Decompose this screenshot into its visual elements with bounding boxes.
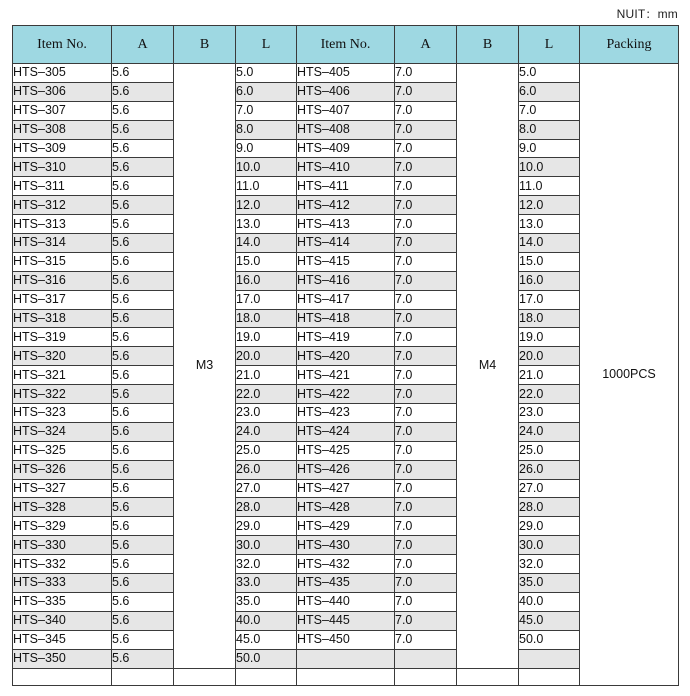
item-no-cell: HTS–429 [297,517,395,536]
item-no-cell: HTS–310 [13,158,112,177]
l-value-cell: 10.0 [236,158,297,177]
item-no-cell: HTS–416 [297,271,395,290]
header-l-2: L [519,26,580,64]
item-no-cell [297,649,395,668]
l-value-cell: 20.0 [519,347,580,366]
table-row [13,196,679,215]
a-value-cell: 7.0 [395,158,457,177]
l-value-cell: 6.0 [236,82,297,101]
table-row [13,366,679,385]
item-no-cell: HTS–330 [13,536,112,555]
packing-value: 1000PCS [580,64,679,686]
a-value-cell: 7.0 [395,82,457,101]
item-no-cell: HTS–321 [13,366,112,385]
table-row [13,271,679,290]
l-value-cell: 15.0 [519,252,580,271]
a-value-cell: 5.6 [112,215,174,234]
a-value-cell: 7.0 [395,196,457,215]
item-no-cell: HTS–313 [13,215,112,234]
a-value-cell: 5.6 [112,611,174,630]
l-value-cell: 14.0 [519,234,580,253]
a-value-cell: 7.0 [395,611,457,630]
b-value-left: M3 [174,64,236,669]
table-row [13,215,679,234]
header-b-2: B [457,26,519,64]
table-row [13,82,679,101]
item-no-cell: HTS–419 [297,328,395,347]
table-row [13,517,679,536]
a-value-cell: 7.0 [395,101,457,120]
header-item-no-1: Item No. [13,26,112,64]
header-l-1: L [236,26,297,64]
item-no-cell: HTS–315 [13,252,112,271]
a-value-cell: 7.0 [395,630,457,649]
a-value-cell: 7.0 [395,177,457,196]
item-no-cell: HTS–328 [13,498,112,517]
a-value-cell: 5.6 [112,555,174,574]
a-value-cell: 5.6 [112,422,174,441]
item-no-cell: HTS–414 [297,234,395,253]
a-value-cell: 7.0 [395,592,457,611]
a-value-cell: 5.6 [112,328,174,347]
b-value-right: M4 [457,64,519,669]
table-row [13,592,679,611]
a-value-cell: 5.6 [112,177,174,196]
l-value-cell [236,668,297,685]
table-row [13,101,679,120]
table-row [13,328,679,347]
a-value-cell: 5.6 [112,196,174,215]
a-value-cell: 5.6 [112,309,174,328]
item-no-cell: HTS–411 [297,177,395,196]
a-value-cell: 5.6 [112,158,174,177]
l-value-cell: 35.0 [519,574,580,593]
header-packing: Packing [580,26,679,64]
l-value-cell: 8.0 [236,120,297,139]
table-row [13,441,679,460]
item-no-cell: HTS–415 [297,252,395,271]
item-no-cell: HTS–440 [297,592,395,611]
item-no-cell: HTS–430 [297,536,395,555]
a-value-cell: 7.0 [395,139,457,158]
a-value-cell: 7.0 [395,498,457,517]
table-row [13,385,679,404]
table-row [13,290,679,309]
a-value-cell: 7.0 [395,366,457,385]
l-value-cell: 28.0 [519,498,580,517]
l-value-cell: 29.0 [236,517,297,536]
l-value-cell: 8.0 [519,120,580,139]
item-no-cell: HTS–408 [297,120,395,139]
a-value-cell: 5.6 [112,404,174,423]
l-value-cell: 19.0 [236,328,297,347]
a-value-cell: 7.0 [395,422,457,441]
item-no-cell: HTS–412 [297,196,395,215]
item-no-cell: HTS–319 [13,328,112,347]
l-value-cell: 25.0 [236,441,297,460]
item-no-cell: HTS–306 [13,82,112,101]
item-no-cell: HTS–320 [13,347,112,366]
item-no-cell: HTS–326 [13,460,112,479]
table-row [13,536,679,555]
a-value-cell: 7.0 [395,479,457,498]
l-value-cell: 23.0 [236,404,297,423]
l-value-cell: 15.0 [236,252,297,271]
item-no-cell [297,668,395,685]
a-value-cell: 7.0 [395,404,457,423]
l-value-cell: 22.0 [236,385,297,404]
item-no-cell: HTS–427 [297,479,395,498]
spec-table [12,25,679,686]
l-value-cell: 27.0 [236,479,297,498]
item-no-cell: HTS–323 [13,404,112,423]
table-row [13,460,679,479]
item-no-cell: HTS–432 [297,555,395,574]
table-row [13,404,679,423]
item-no-cell: HTS–311 [13,177,112,196]
a-value-cell: 7.0 [395,234,457,253]
table-row [13,234,679,253]
a-value-cell: 5.6 [112,271,174,290]
l-value-cell: 45.0 [236,630,297,649]
l-value-cell: 21.0 [519,366,580,385]
item-no-cell: HTS–333 [13,574,112,593]
l-value-cell: 16.0 [519,271,580,290]
item-no-cell: HTS–435 [297,574,395,593]
item-no-cell: HTS–413 [297,215,395,234]
l-value-cell: 50.0 [519,630,580,649]
l-value-cell: 23.0 [519,404,580,423]
l-value-cell: 9.0 [236,139,297,158]
item-no-cell: HTS–345 [13,630,112,649]
a-value-cell: 5.6 [112,366,174,385]
table-row [13,422,679,441]
item-no-cell: HTS–428 [297,498,395,517]
l-value-cell: 30.0 [519,536,580,555]
a-value-cell: 7.0 [395,441,457,460]
l-value-cell: 16.0 [236,271,297,290]
item-no-cell: HTS–424 [297,422,395,441]
a-value-cell: 5.6 [112,101,174,120]
l-value-cell [519,668,580,685]
item-no-cell: HTS–406 [297,82,395,101]
item-no-cell: HTS–420 [297,347,395,366]
l-value-cell: 17.0 [519,290,580,309]
header-a-1: A [112,26,174,64]
a-value-cell: 7.0 [395,271,457,290]
table-row [13,498,679,517]
a-value-cell: 7.0 [395,574,457,593]
l-value-cell: 32.0 [519,555,580,574]
item-no-cell: HTS–422 [297,385,395,404]
table-row [13,139,679,158]
item-no-cell: HTS–418 [297,309,395,328]
l-value-cell: 20.0 [236,347,297,366]
item-no-cell: HTS–324 [13,422,112,441]
a-value-cell: 7.0 [395,517,457,536]
l-value-cell: 12.0 [236,196,297,215]
item-no-cell: HTS–425 [297,441,395,460]
a-value-cell [395,649,457,668]
l-value-cell: 35.0 [236,592,297,611]
a-value-cell: 7.0 [395,215,457,234]
item-no-cell: HTS–309 [13,139,112,158]
a-value-cell: 5.6 [112,517,174,536]
l-value-cell: 14.0 [236,234,297,253]
a-value-cell: 7.0 [395,385,457,404]
table-row [13,177,679,196]
item-no-cell: HTS–405 [297,64,395,83]
item-no-cell: HTS–305 [13,64,112,83]
l-value-cell: 11.0 [236,177,297,196]
l-value-cell: 7.0 [519,101,580,120]
unit-label: NUIT：mm [616,7,678,21]
a-value-cell: 7.0 [395,347,457,366]
a-value-cell: 5.6 [112,234,174,253]
l-value-cell: 24.0 [236,422,297,441]
item-no-cell: HTS–410 [297,158,395,177]
l-value-cell: 17.0 [236,290,297,309]
item-no-cell: HTS–314 [13,234,112,253]
header-row [13,26,679,64]
a-value-cell: 7.0 [395,309,457,328]
l-value-cell: 5.0 [236,64,297,83]
l-value-cell: 27.0 [519,479,580,498]
l-value-cell: 28.0 [236,498,297,517]
a-value-cell: 5.6 [112,139,174,158]
a-value-cell: 5.6 [112,441,174,460]
l-value-cell: 12.0 [519,196,580,215]
a-value-cell: 7.0 [395,536,457,555]
table-row [13,158,679,177]
l-value-cell: 26.0 [519,460,580,479]
l-value-cell: 24.0 [519,422,580,441]
a-value-cell: 5.6 [112,592,174,611]
a-value-cell: 7.0 [395,555,457,574]
item-no-cell: HTS–421 [297,366,395,385]
item-no-cell: HTS–426 [297,460,395,479]
table-row [13,64,679,83]
header-b-1: B [174,26,236,64]
item-no-cell: HTS–308 [13,120,112,139]
a-value-cell: 7.0 [395,290,457,309]
a-value-cell: 7.0 [395,64,457,83]
table-row [13,309,679,328]
b-empty-cell [457,668,519,685]
item-no-cell: HTS–332 [13,555,112,574]
l-value-cell: 5.0 [519,64,580,83]
l-value-cell: 18.0 [519,309,580,328]
l-value-cell: 22.0 [519,385,580,404]
table-row [13,611,679,630]
l-value-cell: 9.0 [519,139,580,158]
l-value-cell: 33.0 [236,574,297,593]
item-no-cell: HTS–335 [13,592,112,611]
l-value-cell: 19.0 [519,328,580,347]
l-value-cell: 11.0 [519,177,580,196]
header-a-2: A [395,26,457,64]
item-no-cell [13,668,112,685]
a-value-cell: 5.6 [112,479,174,498]
l-value-cell: 21.0 [236,366,297,385]
item-no-cell: HTS–318 [13,309,112,328]
a-value-cell: 5.6 [112,64,174,83]
a-value-cell: 5.6 [112,290,174,309]
a-value-cell: 7.0 [395,328,457,347]
l-value-cell: 18.0 [236,309,297,328]
l-value-cell: 7.0 [236,101,297,120]
item-no-cell: HTS–407 [297,101,395,120]
a-value-cell: 5.6 [112,630,174,649]
l-value-cell: 13.0 [236,215,297,234]
a-value-cell: 7.0 [395,460,457,479]
a-value-cell: 7.0 [395,120,457,139]
item-no-cell: HTS–423 [297,404,395,423]
item-no-cell: HTS–340 [13,611,112,630]
l-value-cell: 13.0 [519,215,580,234]
l-value-cell: 10.0 [519,158,580,177]
l-value-cell: 25.0 [519,441,580,460]
header-item-no-2: Item No. [297,26,395,64]
a-value-cell: 5.6 [112,252,174,271]
item-no-cell: HTS–350 [13,649,112,668]
l-value-cell: 29.0 [519,517,580,536]
table-row [13,555,679,574]
table-row [13,479,679,498]
item-no-cell: HTS–317 [13,290,112,309]
a-value-cell: 7.0 [395,252,457,271]
l-value-cell: 26.0 [236,460,297,479]
table-row [13,252,679,271]
l-value-cell [519,649,580,668]
a-value-cell: 5.6 [112,120,174,139]
l-value-cell: 32.0 [236,555,297,574]
l-value-cell: 40.0 [519,592,580,611]
l-value-cell: 40.0 [236,611,297,630]
table-row [13,120,679,139]
l-value-cell: 50.0 [236,649,297,668]
table-row [13,574,679,593]
table-row [13,649,679,668]
item-no-cell: HTS–417 [297,290,395,309]
table-row [13,630,679,649]
item-no-cell: HTS–327 [13,479,112,498]
item-no-cell: HTS–329 [13,517,112,536]
b-empty-cell [174,668,236,685]
table-row [13,347,679,366]
item-no-cell: HTS–307 [13,101,112,120]
a-value-cell: 5.6 [112,347,174,366]
item-no-cell: HTS–312 [13,196,112,215]
a-value-cell: 5.6 [112,460,174,479]
a-value-cell: 5.6 [112,385,174,404]
a-value-cell: 5.6 [112,649,174,668]
a-value-cell: 5.6 [112,536,174,555]
a-value-cell [395,668,457,685]
l-value-cell: 30.0 [236,536,297,555]
item-no-cell: HTS–322 [13,385,112,404]
a-value-cell: 5.6 [112,82,174,101]
table-row [13,668,679,685]
a-value-cell: 5.6 [112,574,174,593]
item-no-cell: HTS–409 [297,139,395,158]
item-no-cell: HTS–450 [297,630,395,649]
item-no-cell: HTS–325 [13,441,112,460]
l-value-cell: 6.0 [519,82,580,101]
a-value-cell [112,668,174,685]
l-value-cell: 45.0 [519,611,580,630]
item-no-cell: HTS–445 [297,611,395,630]
item-no-cell: HTS–316 [13,271,112,290]
a-value-cell: 5.6 [112,498,174,517]
